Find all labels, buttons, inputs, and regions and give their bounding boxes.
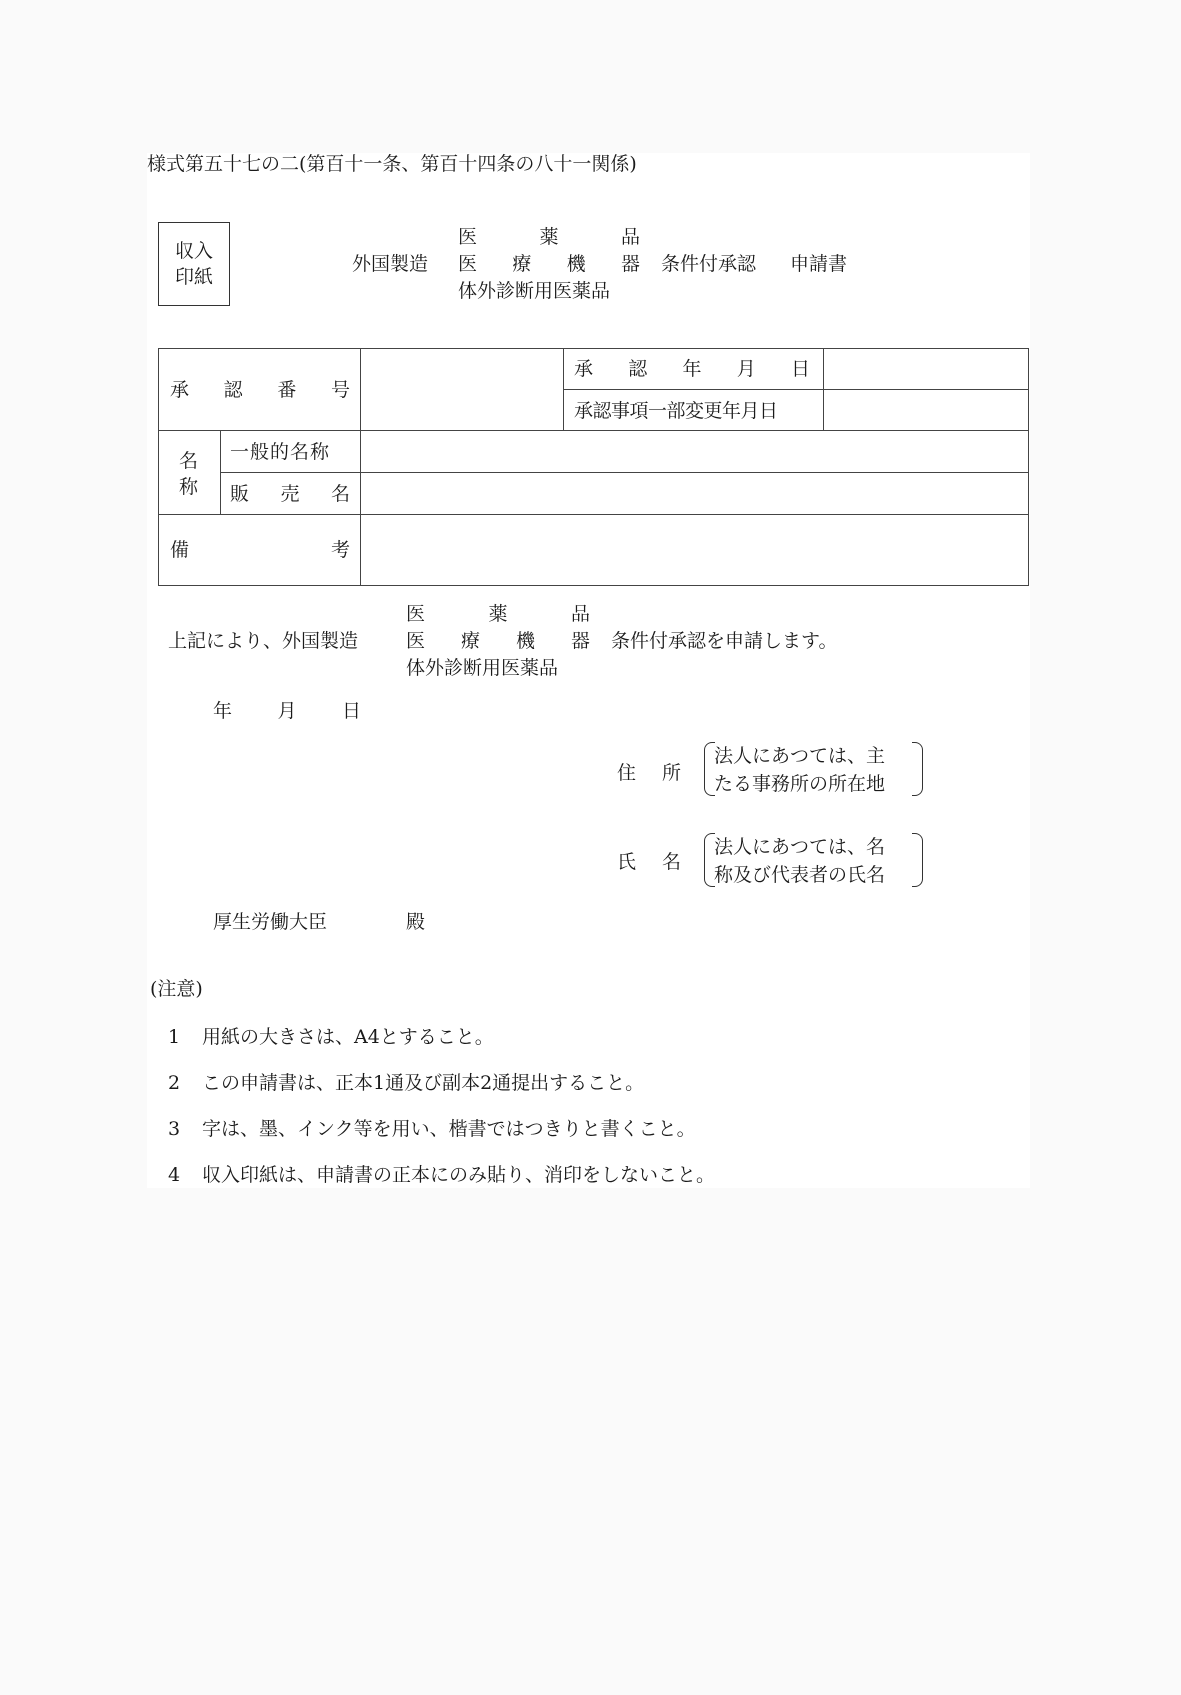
revenue-stamp-box bbox=[158, 222, 230, 306]
divider bbox=[158, 514, 1029, 515]
brand-name-label bbox=[230, 483, 350, 505]
char: 称 bbox=[179, 476, 199, 498]
divider bbox=[823, 348, 824, 430]
month-label: 月 bbox=[277, 700, 297, 722]
char: 年 bbox=[682, 358, 702, 380]
declaration-option-pharmaceutical bbox=[406, 603, 590, 625]
general-name-label: 一般的名称 bbox=[230, 441, 331, 463]
title-prefix: 外国製造 bbox=[352, 253, 429, 275]
char: 氏 bbox=[617, 851, 637, 873]
char: 器 bbox=[620, 253, 640, 275]
notes-heading: (注意) bbox=[150, 978, 203, 1000]
note-number: 1 bbox=[168, 1026, 181, 1048]
char: 号 bbox=[330, 379, 350, 401]
address-note-line2: たる事務所の所在地 bbox=[714, 773, 886, 795]
stamp-label-line2: 印紙 bbox=[174, 266, 213, 288]
char: 所 bbox=[661, 762, 681, 784]
name-group-label bbox=[179, 448, 201, 500]
right-bracket-icon bbox=[912, 742, 923, 796]
note-number: 3 bbox=[168, 1118, 181, 1140]
address-note-line1: 法人にあつては、主 bbox=[714, 745, 886, 767]
divider bbox=[360, 348, 361, 586]
char: 名 bbox=[179, 450, 199, 472]
char: 認 bbox=[628, 358, 648, 380]
divider bbox=[158, 430, 1029, 431]
day-label: 日 bbox=[341, 700, 361, 722]
name-label bbox=[617, 851, 681, 873]
note-text: この申請書は、正本1通及び副本2通提出すること。 bbox=[202, 1072, 645, 1094]
declaration-prefix: 上記により、外国製造 bbox=[168, 630, 359, 652]
char: 備 bbox=[170, 539, 190, 561]
note-text: 収入印紙は、申請書の正本にのみ貼り、消印をしないこと。 bbox=[202, 1164, 716, 1186]
title-option-pharmaceutical bbox=[458, 226, 640, 248]
year-label: 年 bbox=[213, 700, 233, 722]
addressee-honorific: 殿 bbox=[406, 911, 426, 933]
char: 名 bbox=[661, 851, 681, 873]
name-note-line1: 法人にあつては、名 bbox=[714, 836, 886, 858]
title-doc-type: 申請書 bbox=[790, 253, 848, 275]
form-title: 様式第五十七の二(第百十一条、第百十四条の八十一関係) bbox=[147, 153, 637, 175]
divider bbox=[563, 348, 564, 430]
char: 日 bbox=[790, 358, 810, 380]
note-text: 用紙の大きさは、A4とすること。 bbox=[202, 1026, 494, 1048]
char: 番 bbox=[277, 379, 297, 401]
title-suffix: 条件付承認 bbox=[661, 253, 757, 275]
char: 薬 bbox=[539, 226, 559, 248]
char: 品 bbox=[570, 603, 590, 625]
divider bbox=[220, 472, 1029, 473]
right-bracket-icon bbox=[912, 833, 923, 887]
char: 販 bbox=[230, 483, 250, 505]
char: 品 bbox=[620, 226, 640, 248]
char: 療 bbox=[512, 253, 532, 275]
char: 機 bbox=[515, 630, 535, 652]
date-line bbox=[213, 700, 361, 722]
remarks-label bbox=[170, 539, 350, 561]
char: 機 bbox=[566, 253, 586, 275]
char: 売 bbox=[280, 483, 300, 505]
char: 医 bbox=[406, 630, 426, 652]
char: 薬 bbox=[488, 603, 508, 625]
declaration-option-ivd: 体外診断用医薬品 bbox=[406, 657, 559, 679]
title-option-medical-device bbox=[458, 253, 640, 275]
char: 認 bbox=[223, 379, 243, 401]
divider bbox=[220, 430, 221, 514]
char: 承 bbox=[574, 358, 594, 380]
note-number: 4 bbox=[168, 1164, 181, 1186]
title-option-ivd: 体外診断用医薬品 bbox=[458, 280, 611, 302]
declaration-suffix: 条件付承認を申請します。 bbox=[611, 630, 838, 652]
char: 医 bbox=[458, 253, 478, 275]
note-number: 2 bbox=[168, 1072, 181, 1094]
char: 医 bbox=[406, 603, 426, 625]
approval-date-label bbox=[574, 358, 810, 380]
char: 住 bbox=[617, 762, 637, 784]
addressee-minister: 厚生労働大臣 bbox=[213, 911, 328, 933]
stamp-label-line1: 収入 bbox=[174, 240, 213, 262]
declaration-option-medical-device bbox=[406, 630, 590, 652]
approval-number-label bbox=[170, 379, 350, 401]
char: 器 bbox=[570, 630, 590, 652]
char: 名 bbox=[330, 483, 350, 505]
char: 考 bbox=[330, 539, 350, 561]
char: 承 bbox=[170, 379, 190, 401]
partial-change-date-label: 承認事項一部変更年月日 bbox=[574, 400, 778, 422]
note-text: 字は、墨、インク等を用い、楷書ではつきりと書くこと。 bbox=[202, 1118, 696, 1140]
char: 月 bbox=[736, 358, 756, 380]
char: 療 bbox=[460, 630, 480, 652]
divider bbox=[563, 389, 1029, 390]
address-label bbox=[617, 762, 681, 784]
char: 医 bbox=[458, 226, 478, 248]
name-note-line2: 称及び代表者の氏名 bbox=[714, 864, 886, 886]
